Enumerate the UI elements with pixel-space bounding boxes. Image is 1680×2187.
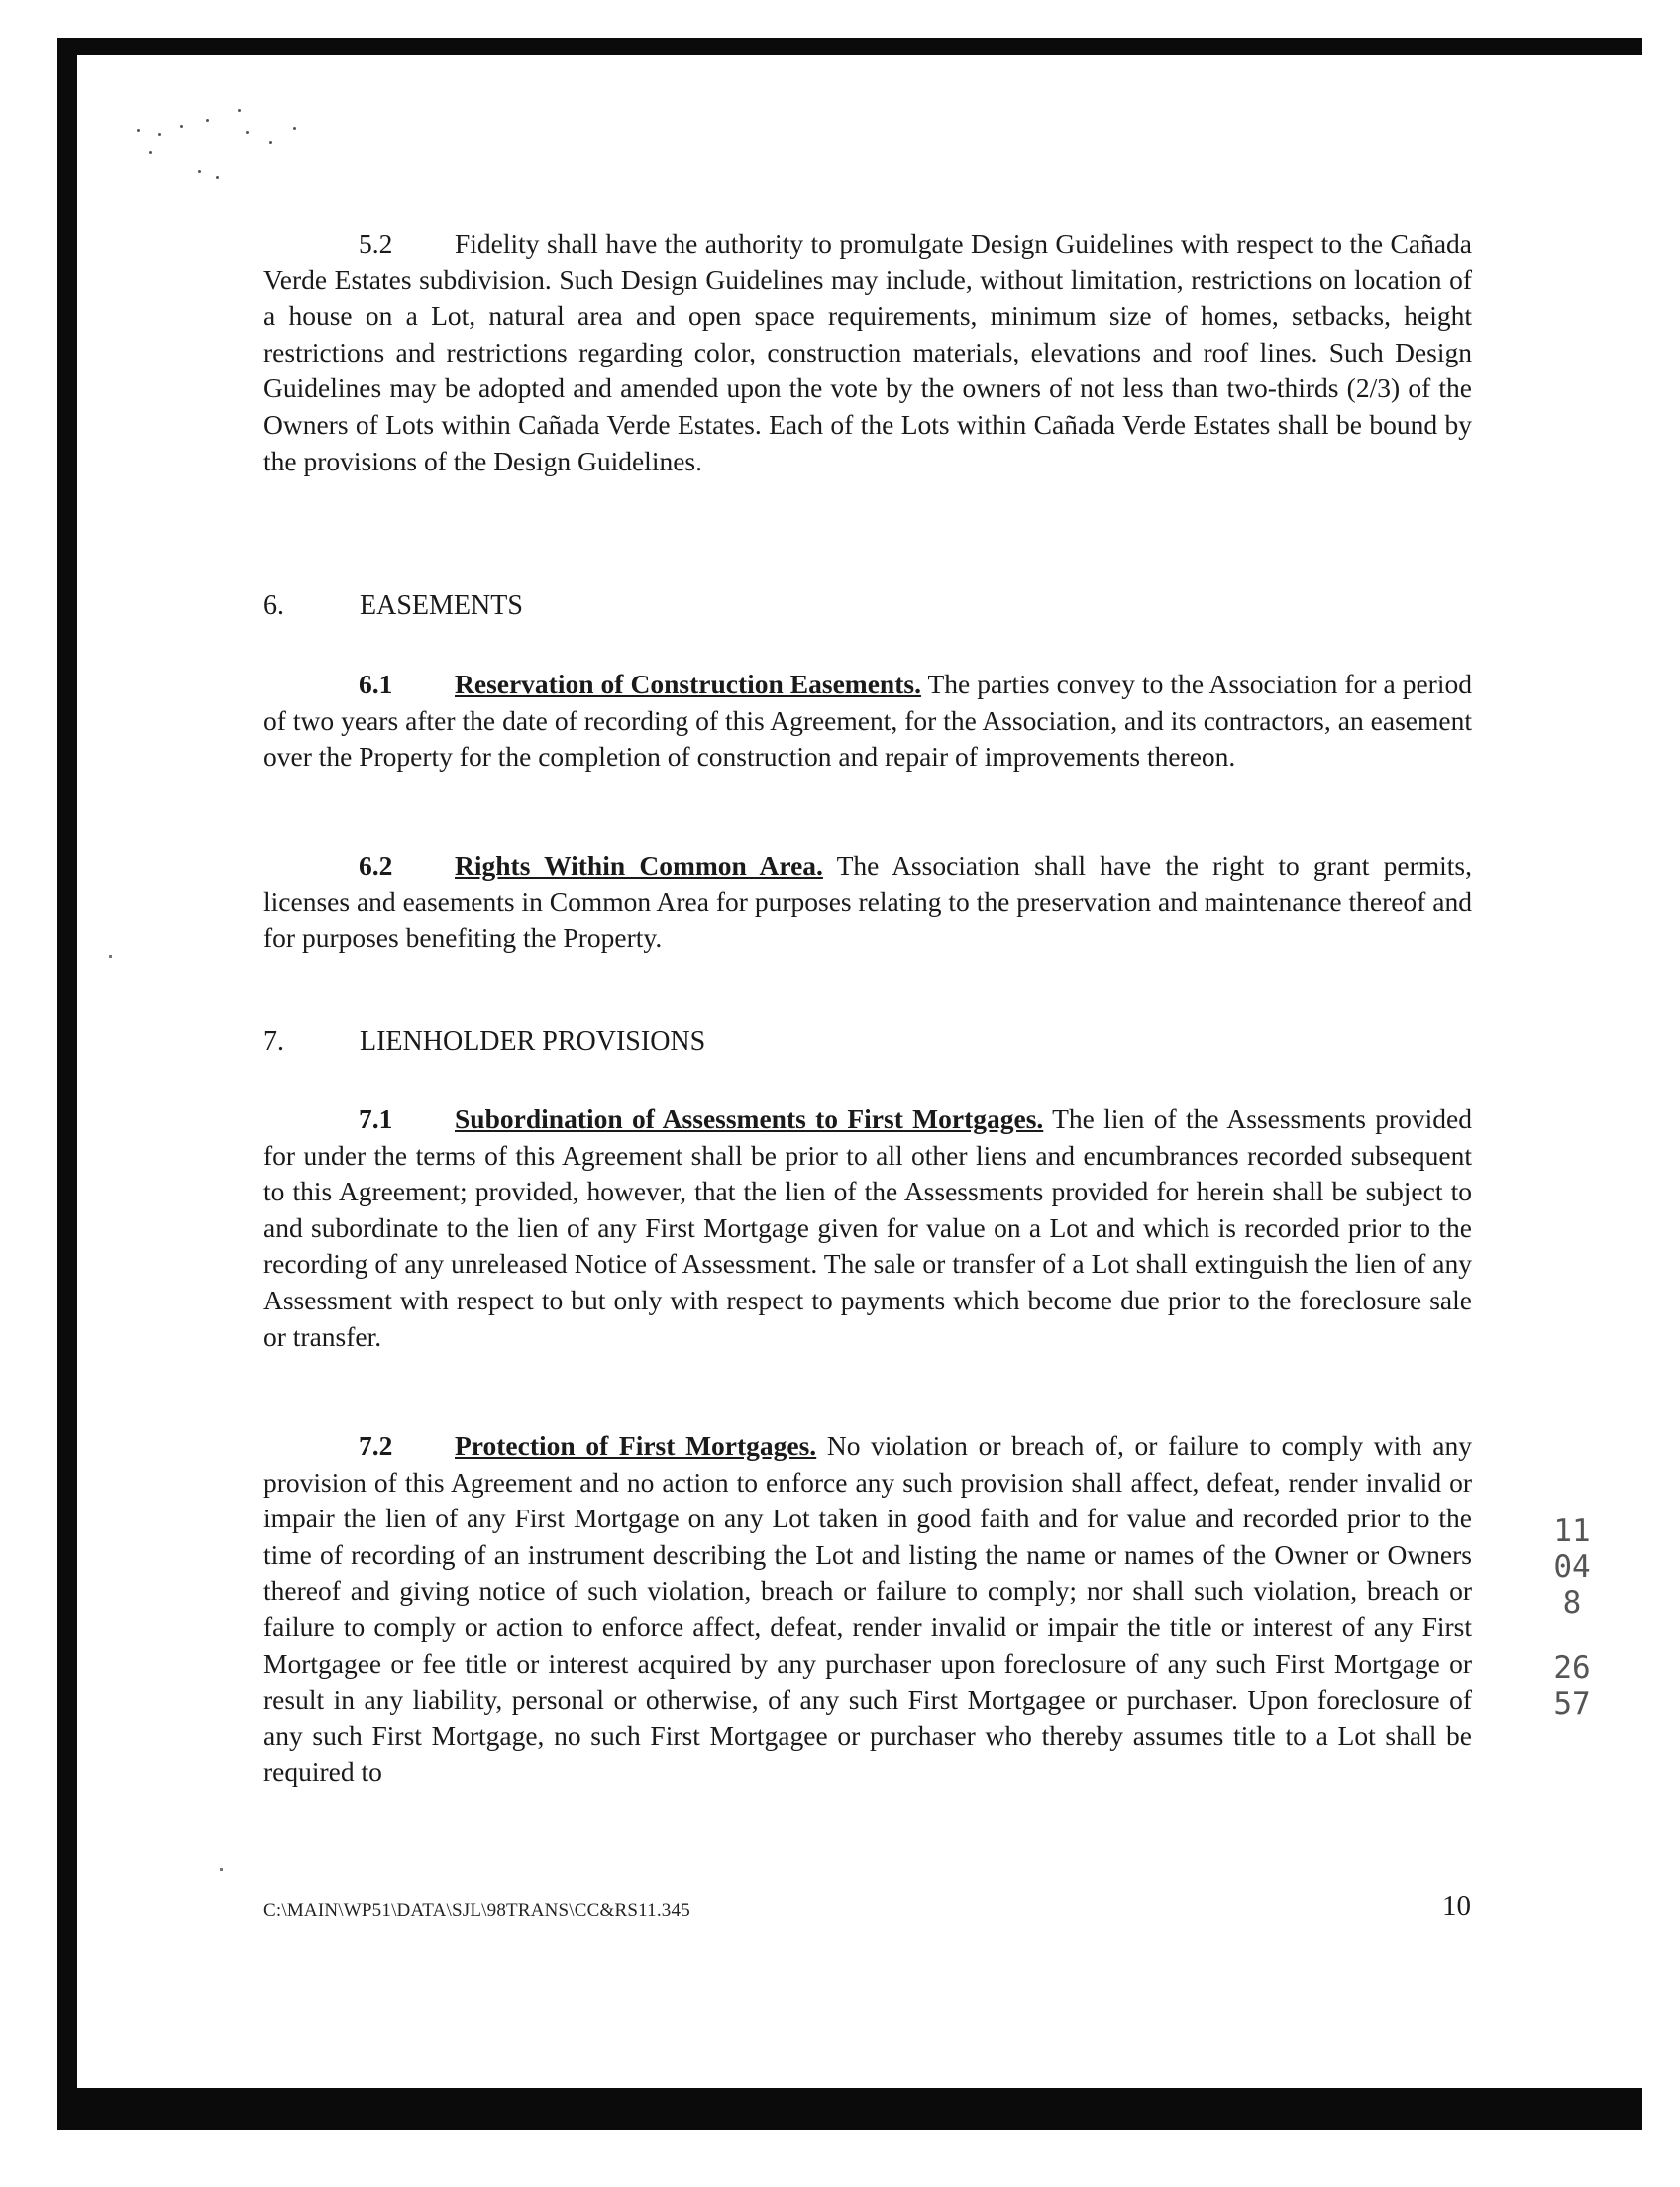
- scan-border-left: [57, 38, 77, 2130]
- margin-mark: [220, 1868, 223, 1871]
- heading-number: 7.: [263, 1026, 284, 1057]
- section-title: Rights Within Common Area.: [455, 850, 823, 881]
- section-number: 7.2: [359, 1430, 393, 1461]
- heading-title: EASEMENTS: [360, 590, 523, 621]
- recording-number-part1: 11048: [1553, 1513, 1591, 1620]
- section-title: Subordination of Assessments to First Mortgages.: [455, 1103, 1044, 1134]
- section-number: 6.1: [359, 669, 393, 699]
- section-7-2: [263, 1428, 1472, 1791]
- section-body: The lien of the Assessments provided for under the terms of this Agreement shall be prior to all other liens and encumbrances recorded subsequent to this Agreement; provided, however, that the lien of the Assessments provided for herein shall be subject to and subordinate to the lien of any First Mortgage given for value on a Lot and which is recorded prior to the recording of any unreleased Notice of Assessment. The sale or transfer of a Lot shall extinguish the lien of any Assessment with respect to but only with respect to payments which become due prior to the foreclosure sale or transfer.: [263, 1103, 1472, 1352]
- section-5-2: [263, 226, 1472, 479]
- scan-border-bottom: [57, 2088, 1642, 2130]
- recording-number: [1553, 1513, 1591, 1721]
- page-number: 10: [1442, 1890, 1471, 1922]
- section-body: No violation or breach of, or failure to comply with any provision of this Agreement and no action to enforce any such provision shall affect, defeat, render invalid or impair the lien of any First Mortgage on any Lot taken in good faith and for value and recorded prior to the time of recording of an instrument describing the Lot and listing the name or names of the Owner or Owners thereof and giving notice of such violation, breach or failure to comply; nor shall such violation, breach or failure to comply or action to enforce affect, defeat, render invalid or impair the title or interest of any First Mortgagee or fee title or interest acquired by any purchaser upon foreclosure of any such First Mortgage or result in any liability, personal or otherwise, of any such First Mortgagee or purchaser. Upon foreclosure of any such First Mortgage, no such First Mortgagee or purchaser who thereby assumes title to a Lot shall be required to: [263, 1430, 1473, 1788]
- section-6-heading: [263, 588, 1472, 625]
- footer-file-path: C:\MAIN\WP51\DATA\SJL\98TRANS\CC&RS11.345: [263, 1900, 690, 1921]
- section-number: 7.1: [359, 1103, 393, 1134]
- scan-specks: [129, 89, 327, 188]
- recording-number-part2: 2657: [1553, 1650, 1591, 1721]
- section-7-heading: [263, 1024, 1472, 1061]
- section-6-1: [263, 667, 1472, 776]
- heading-number: 6.: [263, 590, 284, 621]
- heading-title: LIENHOLDER PROVISIONS: [360, 1026, 706, 1057]
- section-number: 5.2: [359, 228, 393, 259]
- section-title: Protection of First Mortgages.: [455, 1430, 817, 1461]
- section-body: Fidelity shall have the authority to promulgate Design Guidelines with respect to the Cañada Verde Estates subdivision. Such Design Guidelines may include, without limitation, restrictions on location of a house on a Lot, natural area and open space requirements, minimum size of homes, setbacks, height restrictions and restrictions regarding color, construction materials, elevations and roof lines. Such Design Guidelines may be adopted and amended upon the vote by the owners of not less than two-thirds (2/3) of the Owners of Lots within Cañada Verde Estates. Each of the Lots within Cañada Verde Estates shall be bound by the provisions of the Design Guidelines.: [263, 228, 1472, 476]
- section-number: 6.2: [359, 850, 393, 881]
- scan-border-top: [57, 38, 1642, 55]
- section-title: Reservation of Construction Easements.: [455, 669, 921, 699]
- margin-mark: [109, 955, 112, 958]
- section-body: The parties convey to the Association for a period of two years after the date of recording of this Agreement, for the Association, and its contractors, an easement over the Property for the completion of construction and repair of improvements thereon.: [263, 669, 1472, 773]
- section-7-1: [263, 1101, 1472, 1355]
- section-body: The Association shall have the right to grant permits, licenses and easements in Common Area for purposes relating to the preservation and maintenance thereof and for purposes benefiting the Property.: [263, 850, 1472, 954]
- section-6-2: [263, 848, 1472, 957]
